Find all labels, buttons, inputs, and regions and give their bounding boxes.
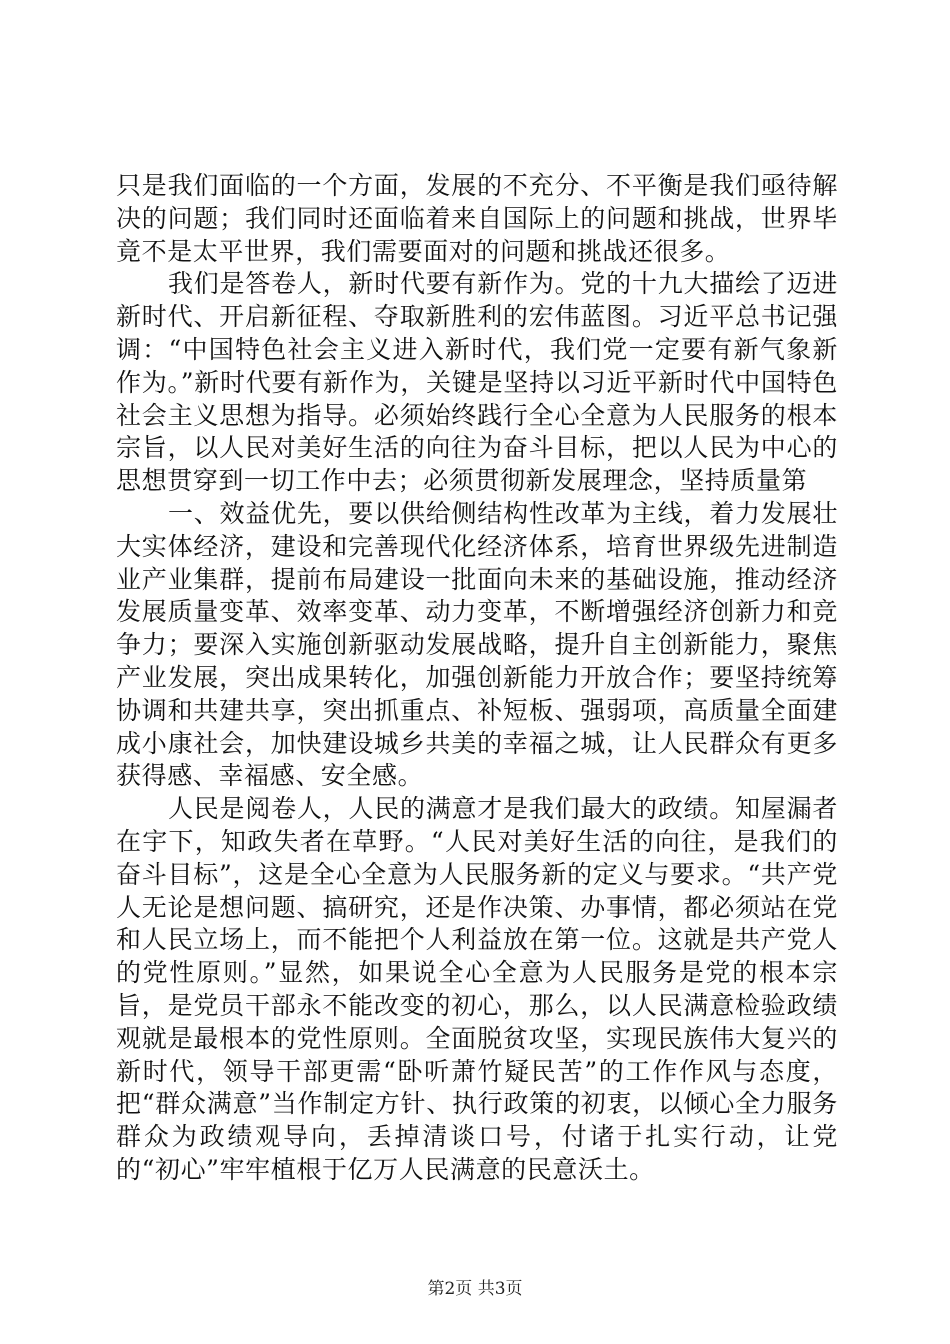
document-body — [116, 170, 838, 1187]
paragraph-people-reviewer: 人民是阅卷人，人民的满意才是我们最大的政绩。知屋漏者在宇下，知政失者在草野。“人民对美好生活的向往，是我们的奋斗目标”，这是全心全意为人民服务新的定义与要求。“共产党人无论是想问题、搞研究，还是作决策、办事情，都必须站在党和人民立场上，而不能把个人利益放在第一位。这就是共产党人的党性原则。”显然，如果说全心全意为人民服务是党的根本宗旨，是党员干部永不能改变的初心，那么，以人民满意检验政绩观就是最根本的党性原则。全面脱贫攻坚，实现民族伟大复兴的新时代，领导干部更需“卧听萧竹疑民苦”的工作作风与态度，把“群众满意”当作制定方针、执行政策的初衷，以倾心全力服务群众为政绩观导向，丢掉清谈口号，付诸于扎实行动，让党的“初心”牢牢植根于亿万人民满意的民意沃土。 — [116, 794, 838, 1184]
paragraph-efficiency-first: 一、效益优先，要以供给侧结构性改革为主线，着力发展壮大实体经济，建设和完善现代化经济体系，培育世界级先进制造业产业集群，提前布局建设一批面向未来的基础设施，推动经济发展质量变革、效率变革、动力变革，不断增强经济创新力和竞争力；要深入实施创新驱动发展战略，提升自主创新能力，聚焦产业发展，突出成果转化，加强创新能力开放合作；要坚持统筹协调和共建共享，突出抓重点、补短板、强弱项，高质量全面建成小康社会，加快建设城乡共美的幸福之城，让人民群众有更多获得感、幸福感、安全感。 — [116, 498, 838, 791]
page-footer: 第2页 共3页 — [427, 1279, 523, 1299]
paragraph-answerer: 我们是答卷人，新时代要有新作为。党的十九大描绘了迈进新时代、开启新征程、夺取新胜利的宏伟蓝图。习近平总书记强调：“中国特色社会主义进入新时代，我们党一定要有新气象新作为。”新时代要有新作为，关键是坚持以习近平新时代中国特色社会主义思想为指导。必须始终践行全心全意为人民服务的根本宗旨，以人民对美好生活的向往为奋斗目标，把以人民为中心的思想贯穿到一切工作中去；必须贯彻新发展理念，坚持质量第 — [116, 269, 838, 496]
paragraph-continuation: 只是我们面临的一个方面，发展的不充分、不平衡是我们亟待解决的问题；我们同时还面临着来自国际上的问题和挑战，世界毕竟不是太平世界，我们需要面对的问题和挑战还很多。 — [116, 171, 838, 266]
